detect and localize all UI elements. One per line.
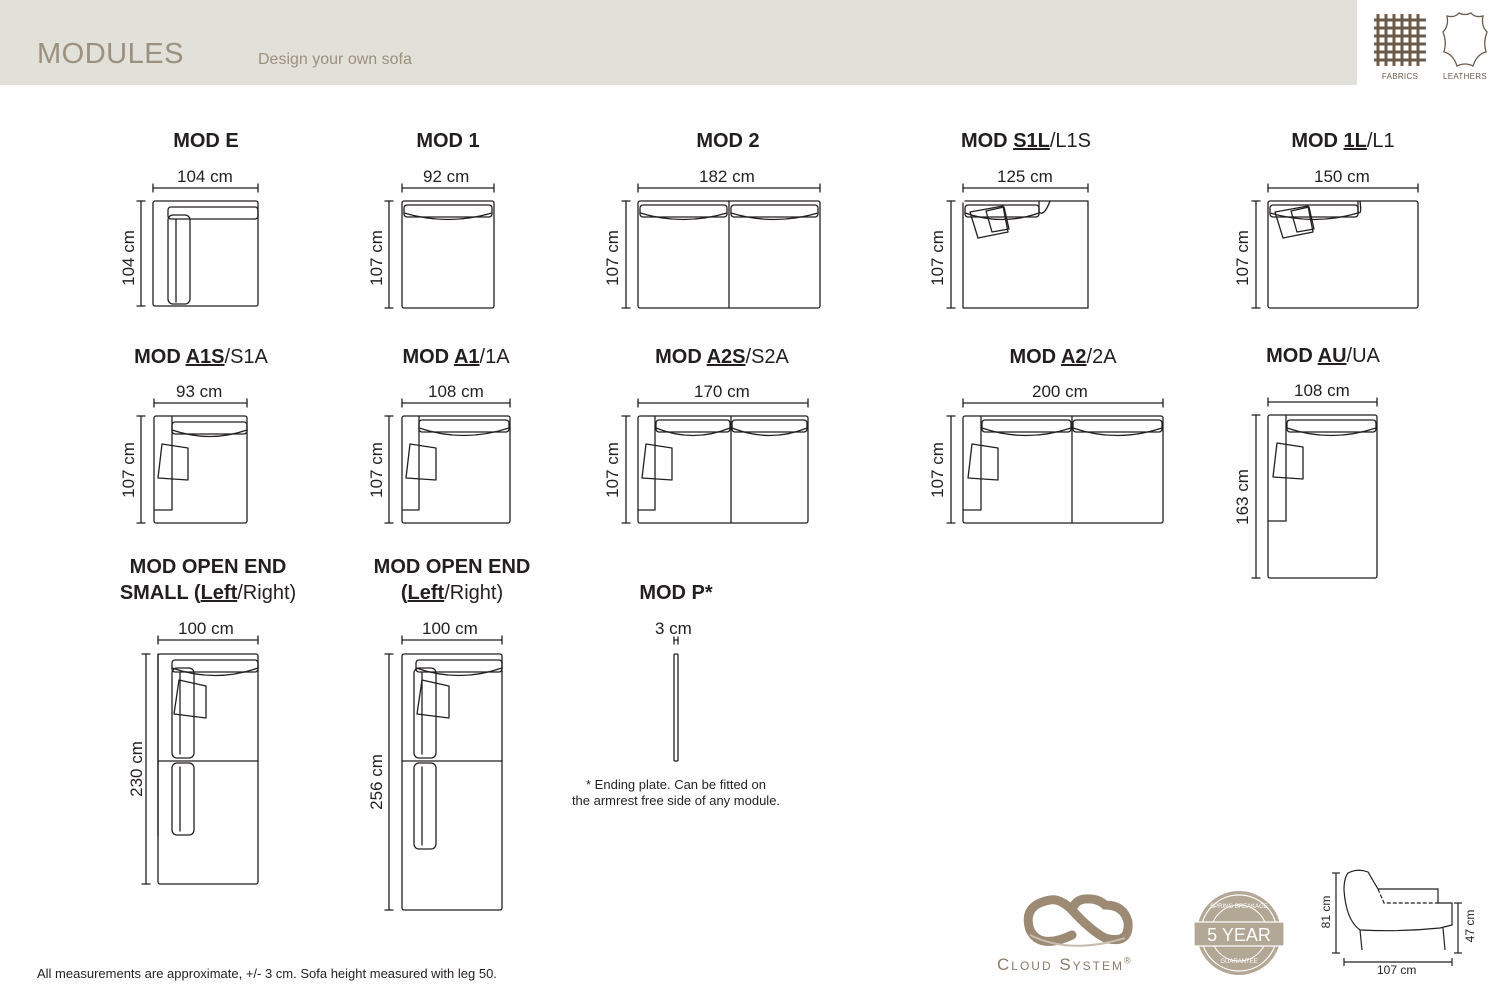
module-drawing-mod-p — [674, 637, 678, 761]
module-title-mod-a1: MOD A1/1A — [402, 346, 510, 368]
module-drawing-mod-au — [1252, 398, 1377, 578]
module-drawing-mod-a2s — [622, 399, 808, 523]
depth-label: 107 cm — [928, 230, 947, 286]
guarantee-top-text: SPRING BREAKAGE — [1210, 904, 1268, 910]
module-title-mod-s1l: MOD S1L/L1S — [960, 130, 1092, 152]
width-label: 150 cm — [1314, 167, 1370, 186]
depth-label: 107 cm — [367, 230, 386, 286]
page-subtitle: Design your own sofa — [258, 51, 412, 68]
width-label: 170 cm — [694, 382, 750, 401]
module-title-mod-au: MOD AU/UA — [1266, 345, 1380, 367]
depth-label: 107 cm — [603, 230, 622, 286]
module-drawing-mod-s1l — [947, 184, 1088, 308]
module-drawing-mod-2 — [622, 184, 820, 308]
module-title-mod-2: MOD 2 — [696, 130, 760, 152]
module-title-mod-a2: MOD A2/2A — [1009, 346, 1117, 368]
module-drawing-open-end-small — [142, 636, 258, 884]
module-drawing-mod-1l — [1252, 184, 1418, 308]
module-title-mod-a2s: MOD A2S/S2A — [655, 346, 789, 368]
guarantee-seal-icon — [1194, 891, 1284, 975]
guarantee-years: 5 YEAR — [1207, 925, 1271, 945]
measurement-disclaimer: All measurements are approximate, +/- 3 cm. Sofa height measured with leg 50. — [37, 966, 497, 981]
fabrics-label: FABRICS — [1381, 72, 1419, 81]
page-title: MODULES — [37, 38, 184, 70]
brand-name: Cloud System® — [997, 955, 1133, 974]
profile-seat-height-label: 47 cm — [1463, 909, 1477, 943]
depth-label: 107 cm — [928, 442, 947, 498]
depth-label: 107 cm — [1233, 230, 1252, 286]
module-drawing-mod-a2 — [947, 399, 1163, 523]
width-label: 93 cm — [176, 382, 223, 401]
width-label: 92 cm — [423, 167, 470, 186]
module-drawing-open-end — [385, 636, 502, 910]
cloud-system-logo-icon — [1028, 899, 1128, 942]
module-title-mod-p: MOD P* — [639, 582, 713, 604]
module-drawing-mod-a1s — [137, 399, 247, 523]
depth-label: 230 cm — [127, 741, 146, 797]
module-title-mod-1: MOD 1 — [416, 130, 480, 152]
depth-label: 107 cm — [367, 442, 386, 498]
depth-label: 163 cm — [1233, 469, 1252, 525]
module-title-open-end-small: MOD OPEN END SMALL (Left/Right) — [119, 556, 297, 604]
depth-label: 104 cm — [119, 230, 138, 286]
ending-plate-note: * Ending plate. Can be fitted on the armrest free side of any module. — [571, 777, 781, 808]
width-label: 108 cm — [428, 382, 484, 401]
width-label: 3 cm — [655, 619, 692, 638]
module-title-mod-e: MOD E — [173, 130, 239, 152]
profile-depth-label: 107 cm — [1377, 963, 1417, 977]
width-label: 104 cm — [177, 167, 233, 186]
guarantee-bottom-text: GUARANTEE — [1220, 959, 1258, 965]
module-drawing-mod-1 — [385, 184, 494, 308]
depth-label: 256 cm — [367, 754, 386, 810]
module-title-mod-1l: MOD 1L/L1 — [1291, 130, 1395, 152]
width-label: 100 cm — [178, 619, 234, 638]
profile-height-label: 81 cm — [1319, 895, 1333, 929]
depth-label: 107 cm — [119, 442, 138, 498]
width-label: 125 cm — [997, 167, 1053, 186]
module-title-open-end: MOD OPEN END (Left/Right) — [373, 556, 531, 604]
module-title-mod-a1s: MOD A1S/S1A — [134, 346, 268, 368]
width-label: 108 cm — [1294, 381, 1350, 400]
width-label: 100 cm — [422, 619, 478, 638]
sofa-side-profile-icon — [1332, 870, 1462, 966]
module-drawing-mod-a1 — [385, 399, 510, 523]
depth-label: 107 cm — [603, 442, 622, 498]
width-label: 200 cm — [1032, 382, 1088, 401]
leathers-label: LEATHERS — [1442, 72, 1488, 81]
width-label: 182 cm — [699, 167, 755, 186]
module-drawing-mod-e — [137, 184, 258, 306]
